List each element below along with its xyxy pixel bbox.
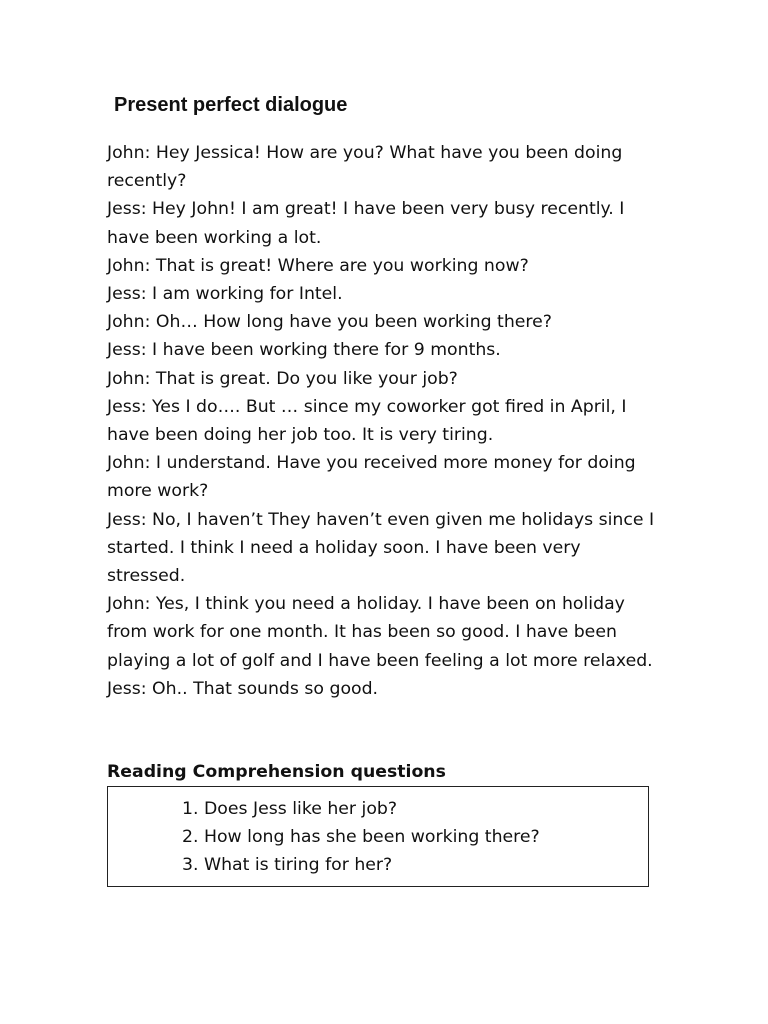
dialogue-line-jess: Jess: Yes I do…. But … since my coworker got fired in April, I have been doing her job too. It is very tiring. [107,396,627,446]
dialogue-line-john: John: Hey Jessica! How are you? What have you been doing recently? [107,143,623,192]
dialogue-line-john: John: Yes, I think you need a holiday. I have been on holiday from work for one month. It has been so good. I have been playing a lot of golf and I have been feeling a lot more relaxed. [107,594,653,671]
dialogue-line-john: John: That is great! Where are you working now? [107,255,529,276]
dialogue-line-jess: Jess: Hey John! I am great! I have been very busy recently. I have been working a lot. [107,199,625,248]
document-title: Present perfect dialogue [114,94,348,116]
dialogue-line-jess: Jess: I have been working there for 9 months. [107,340,501,361]
dialogue-line-jess: Jess: I am working for Intel. [107,284,343,305]
question-list [182,795,540,880]
dialogue-line-john: John: I understand. Have you received more money for doing more work? [107,453,636,502]
dialogue-line-jess: Jess: No, I haven’t They haven’t even given me holidays since I started. I think I need a holiday soon. I have been very stressed. [107,509,655,587]
dialogue-line-john: John: Oh… How long have you been working there? [107,312,552,333]
dialogue-line-jess: Jess: Oh.. That sounds so good. [107,678,379,699]
comprehension-heading: Reading Comprehension questions [107,762,446,782]
questions-box [107,786,649,887]
dialogue [107,139,663,703]
question-item: 3. What is tiring for her? [182,855,393,876]
dialogue-line-john: John: That is great. Do you like your job? [107,368,458,389]
question-item: 1. Does Jess like her job? [182,799,398,819]
question-item: 2. How long has she been working there? [182,827,540,848]
